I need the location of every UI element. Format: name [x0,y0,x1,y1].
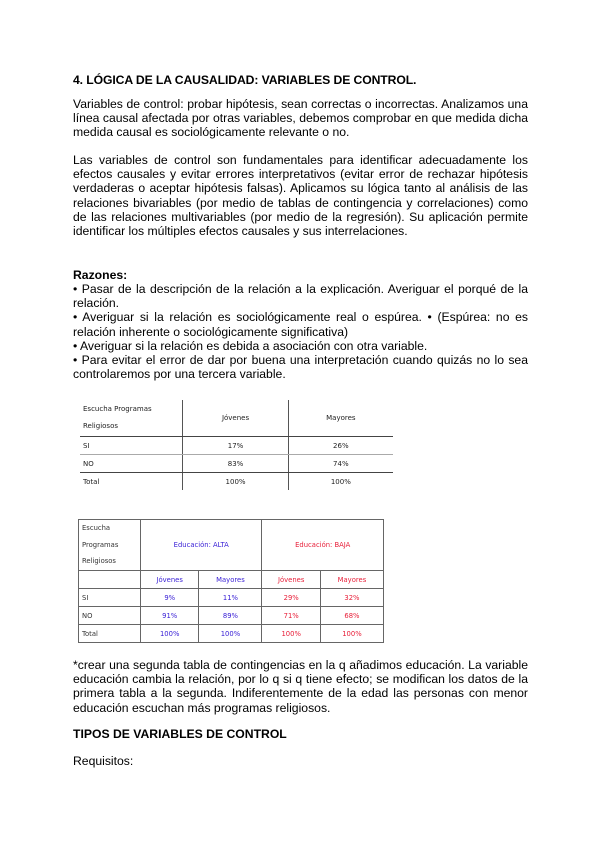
razones-list [73,282,528,381]
row-label: NO [79,607,141,625]
razon-item: • Pasar de la descripción de la relación a la explicación. Averiguar el porqué de la relación. [73,282,528,311]
row-label: SI [79,589,141,607]
table-cell: 100% [320,625,383,643]
razones-title: Razones: [73,268,128,282]
table-cell: 74% [288,455,393,473]
empty-cell [79,571,141,589]
column-header: Jóvenes [141,571,199,589]
razon-item: • Para evitar el error de dar por buena una interpretación cuando quizás no lo sea controlaremos por una tercera variable. [73,353,528,382]
stub-header [80,400,183,437]
table-subheader-row [79,571,384,589]
section-heading-tipos: TIPOS DE VARIABLES DE CONTROL [73,727,287,741]
group-header-baja: Educación: BAJA [262,520,384,571]
paragraph-note: *crear una segunda tabla de contingencias en la q añadimos educación. La variable educación cambia la relación, por lo q si q tiene efecto; se modifican los datos de la primera tabla a la segunda. Indiferentemente de la edad las personas con menor educación escuchan más programas religiosos. [73,658,528,715]
paragraph-intro: Variables de control: probar hipótesis, sean correctas o incorrectas. Analizamos una línea causal afectada por otras variables, debemos comprobar en que medida dicha medida causal es sociológicamente relevante o no. [73,97,528,140]
table-cell: 32% [320,589,383,607]
table-cell: 9% [141,589,199,607]
contingency-table-education [78,519,384,643]
table-cell: 89% [199,607,262,625]
table-cell: 100% [288,473,393,491]
column-header: Jóvenes [262,571,320,589]
table-cell: 100% [262,625,320,643]
row-label: NO [80,455,183,473]
stub-header-line: Escucha Programas [83,405,152,413]
table-header-row [79,520,384,571]
column-header: Mayores [320,571,383,589]
table-cell: 68% [320,607,383,625]
table-row [80,455,393,473]
table-row [80,437,393,455]
razon-item: • Averiguar si la relación es debida a asociación con otra variable. [73,338,428,353]
row-label: Total [79,625,141,643]
column-header: Mayores [199,571,262,589]
stub-header-line: Religiosos [82,557,116,566]
column-header: Jóvenes [183,400,288,437]
table-cell: 11% [199,589,262,607]
table-cell: 71% [262,607,320,625]
paragraph-control-variables: Las variables de control son fundamentales para identificar adecuadamente los efectos causales y evitar errores interpretativos (evitar error de rechazar hipótesis verdaderas o aceptar hipótesis falsas). Aplicamos su lógica tanto al análisis de las relaciones bivariables (por medio de tablas de contingencia y correlaciones) como de las relaciones multivariables (por medio de la regresión). Su aplicación permite identificar los múltiples efectos causales y sus interrelaciones. [73,153,528,239]
table-cell: 100% [183,473,288,491]
table-cell: 17% [183,437,288,455]
razon-item: • Averiguar si la relación es sociológicamente real o espúrea. • (Espúrea: no es relación inherente o sociológicamente significativa) [73,310,528,339]
table-cell: 26% [288,437,393,455]
stub-header-line: Religiosos [83,422,118,430]
table-cell: 100% [199,625,262,643]
row-label: Total [83,477,100,486]
table-cell: 100% [141,625,199,643]
table-header-row [80,400,393,437]
table-row [80,473,393,491]
requisitos-label: Requisitos: [73,754,134,768]
row-label: SI [80,437,183,455]
table-cell: 91% [141,607,199,625]
table-cell: 83% [183,455,288,473]
column-header: Mayores [288,400,393,437]
stub-header [79,520,141,571]
table-cell: 29% [262,589,320,607]
table-row [79,625,384,643]
stub-header-line: Escucha [82,524,111,533]
section-heading: 4. LÓGICA DE LA CAUSALIDAD: VARIABLES DE CONTROL. [73,73,417,87]
stub-header-line: Programas [82,540,119,549]
group-header-alta: Educación: ALTA [141,520,262,571]
table-row [79,607,384,625]
table-row [79,589,384,607]
contingency-table-age [80,400,393,490]
